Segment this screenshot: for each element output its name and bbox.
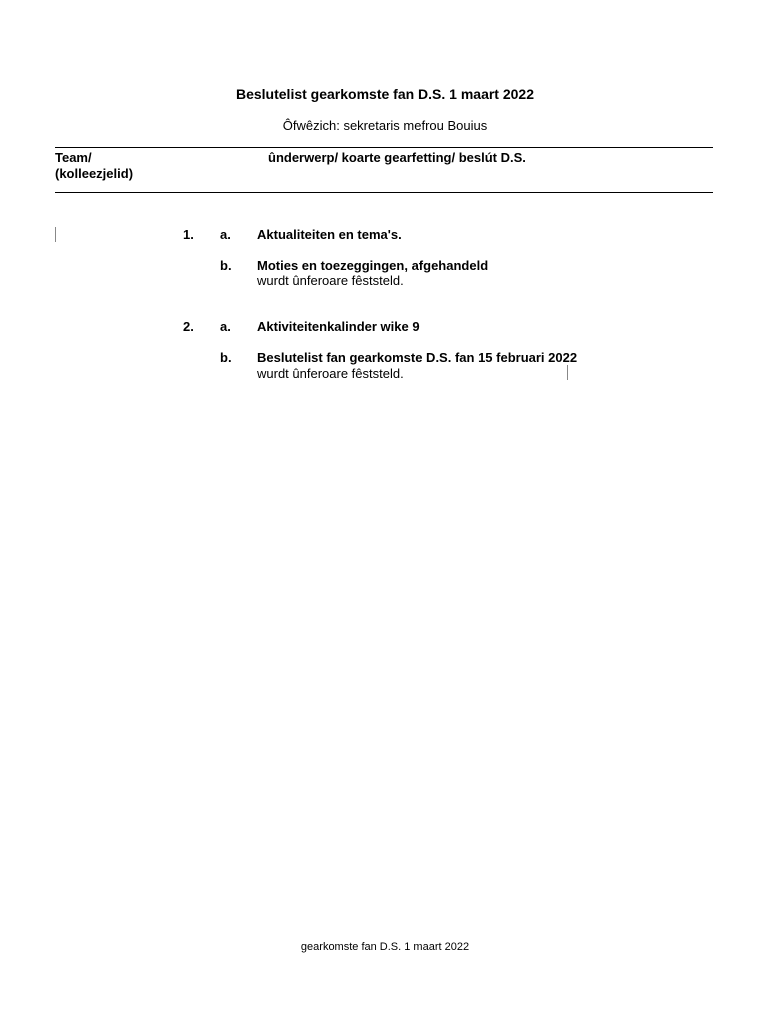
agenda-item-title: Aktualiteiten en tema's. (257, 227, 402, 242)
column-header-team: Team/ (55, 150, 92, 165)
agenda-number: 1. (183, 227, 194, 242)
header-top-rule (55, 147, 713, 148)
agenda-letter: a. (220, 319, 231, 334)
agenda-item-note: wurdt ûnferoare fêststeld. (257, 366, 404, 381)
agenda-letter: b. (220, 350, 232, 365)
text-cursor-mark (55, 227, 56, 242)
header-bottom-rule (55, 192, 713, 193)
page-footer: gearkomste fan D.S. 1 maart 2022 (300, 941, 470, 953)
agenda-item-title: Beslutelist fan gearkomste D.S. fan 15 februari 2022 (257, 350, 578, 365)
column-header-subject: ûnderwerp/ koarte gearfetting/ beslút D.S. (268, 150, 526, 165)
text-cursor-mark (567, 365, 568, 380)
column-header-team-subtitle: (kolleezjelid) (55, 166, 134, 181)
agenda-number: 2. (183, 319, 194, 334)
agenda-letter: a. (220, 227, 231, 242)
agenda-item-title: Aktiviteitenkalinder wike 9 (257, 319, 420, 334)
document-title: Beslutelist gearkomste fan D.S. 1 maart 2022 (235, 86, 535, 102)
document-subtitle: Ôfwêzich: sekretaris mefrou Bouius (282, 118, 488, 133)
agenda-letter: b. (220, 258, 232, 273)
agenda-item-note: wurdt ûnferoare fêststeld. (257, 273, 404, 288)
agenda-item-title: Moties en toezeggingen, afgehandeld (257, 258, 489, 273)
